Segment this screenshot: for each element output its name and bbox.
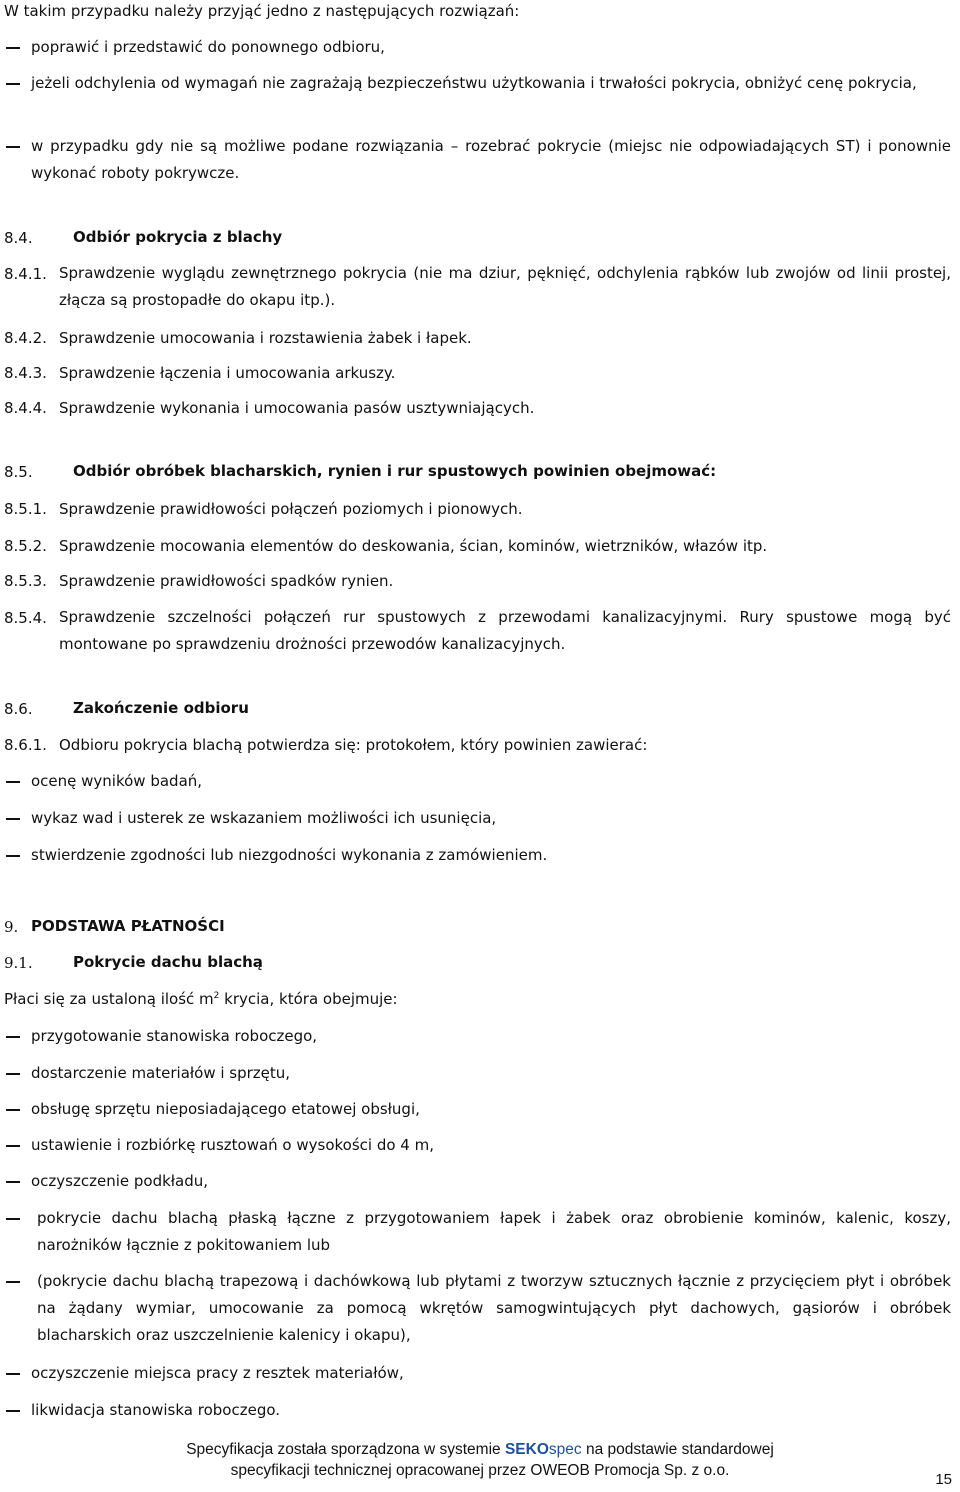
list-item: dostarczenie materiałów i sprzętu, [31, 1064, 291, 1082]
dash-bullet [6, 1181, 20, 1183]
item-number: 8.5.4. [4, 609, 47, 627]
dash-bullet [6, 1145, 20, 1147]
dash-bullet [6, 781, 20, 783]
item-number: 8.5.3. [4, 572, 47, 590]
section-heading: Odbiór obróbek blacharskich, rynien i rur spustowych powinien obejmować: [73, 462, 717, 480]
dash-bullet [6, 1036, 20, 1038]
section-number: 8.4. [4, 229, 33, 247]
item-text: Sprawdzenie umocowania i rozstawienia żabek i łapek. [59, 329, 472, 347]
payment-intro-text: Płaci się za ustaloną ilość m [4, 990, 214, 1008]
footer-line-1 [0, 1440, 960, 1460]
page-number: 15 [935, 1471, 952, 1488]
brand-logo-spec: spec [548, 1441, 582, 1458]
list-item: ocenę wyników badań, [31, 772, 203, 790]
dash-bullet [6, 1281, 20, 1283]
dash-bullet [6, 1218, 20, 1220]
chapter-number: 9. [4, 918, 19, 936]
item-number: 8.6.1. [4, 736, 47, 754]
item-text: Sprawdzenie prawidłowości spadków rynien. [59, 572, 394, 590]
section-number: 8.5. [4, 463, 33, 481]
item-number: 8.4.4. [4, 399, 47, 417]
item-text: Sprawdzenie wyglądu zewnętrznego pokrycia (nie ma dziur, pęknięć, odchylenia rąbków lub zwojów od linii prostej, złącza są prostopadłe do okapu itp.). [59, 264, 951, 309]
dash-bullet [6, 1109, 20, 1111]
item-number: 8.4.3. [4, 364, 47, 382]
list-item: przygotowanie stanowiska roboczego, [31, 1027, 318, 1045]
item-number: 8.5.2. [4, 537, 47, 555]
section-heading: Zakończenie odbioru [73, 699, 249, 717]
dash-bullet [6, 855, 20, 857]
dash-bullet [6, 146, 20, 148]
item-text: Sprawdzenie szczelności połączeń rur spustowych z przewodami kanalizacyjnymi. Rury spustowe mogą być montowane po sprawdzeniu drożności przewodów kanalizacyjnych. [59, 608, 951, 653]
item-text: Odbioru pokrycia blachą potwierdza się: protokołem, który powinien zawierać: [59, 736, 648, 754]
item-text: Sprawdzenie łączenia i umocowania arkuszy. [59, 364, 396, 382]
list-item: oczyszczenie miejsca pracy z resztek materiałów, [31, 1364, 404, 1382]
list-item: oczyszczenie podkładu, [31, 1172, 209, 1190]
chapter-heading: PODSTAWA PŁATNOŚCI [31, 917, 225, 935]
item-text: Sprawdzenie wykonania i umocowania pasów usztywniających. [59, 399, 535, 417]
section-number: 9.1. [4, 954, 33, 972]
dash-bullet [6, 818, 20, 820]
list-item: jeżeli odchylenia od wymagań nie zagrażają bezpieczeństwu użytkowania i trwałości pokrycia, obniżyć cenę pokrycia, [31, 74, 917, 92]
list-item: (pokrycie dachu blachą trapezową i dachówkową lub płytami z tworzyw sztucznych łącznie z przycięciem płyt i obróbek na żądany wymiar, umocowanie za pomocą wkrętów samogwintujących płyt dachowych, gąsiorów i obróbek blacharskich oraz uszczelnienie kalenicy i okapu), [37, 1272, 951, 1344]
list-item: ustawienie i rozbiórkę rusztowań o wysokości do 4 m, [31, 1136, 434, 1154]
section-heading: Pokrycie dachu blachą [73, 953, 263, 971]
dash-bullet [6, 1373, 20, 1375]
payment-intro [4, 989, 398, 1009]
brand-logo-seko: SEKO [504, 1441, 549, 1458]
dash-bullet [6, 83, 20, 85]
unit-superscript: 2 [213, 991, 220, 1001]
payment-intro-tail: krycia, która obejmuje: [219, 990, 398, 1008]
list-item: obsługę sprzętu nieposiadającego etatowej obsługi, [31, 1100, 420, 1118]
footer-line-2: specyfikacji technicznej opracowanej przez OWEOB Promocja Sp. z o.o. [230, 1462, 730, 1479]
list-item: pokrycie dachu blachą płaską łączne z przygotowaniem łapek i żabek oraz obrobienie kominów, kalenic, koszy, narożników łącznie z pokitowaniem lub [37, 1209, 951, 1254]
section-heading: Odbiór pokrycia z blachy [73, 228, 283, 246]
footer-text: na podstawie standardowej [581, 1441, 774, 1458]
list-item: stwierdzenie zgodności lub niezgodności wykonania z zamówieniem. [31, 846, 548, 864]
item-number: 8.4.1. [4, 265, 47, 283]
list-item: poprawić i przedstawić do ponownego odbioru, [31, 38, 385, 56]
item-number: 8.4.2. [4, 329, 47, 347]
list-item: wykaz wad i usterek ze wskazaniem możliwości ich usunięcia, [31, 809, 497, 827]
list-item: w przypadku gdy nie są możliwe podane rozwiązania – rozebrać pokrycie (miejsc nie odpowiadających ST) i ponownie wykonać roboty pokrywcze. [31, 137, 951, 182]
list-item: likwidacja stanowiska roboczego. [31, 1401, 281, 1419]
section-number: 8.6. [4, 700, 33, 718]
item-number: 8.5.1. [4, 500, 47, 518]
footer-text: Specyfikacja została sporządzona w systemie [186, 1441, 505, 1458]
dash-bullet [6, 1073, 20, 1075]
item-text: Sprawdzenie mocowania elementów do deskowania, ścian, kominów, wietrzników, włazów itp. [59, 537, 768, 555]
dash-bullet [6, 47, 20, 49]
dash-bullet [6, 1410, 20, 1412]
intro-text: W takim przypadku należy przyjąć jedno z następujących rozwiązań: [4, 2, 520, 20]
item-text: Sprawdzenie prawidłowości połączeń poziomych i pionowych. [59, 500, 523, 518]
